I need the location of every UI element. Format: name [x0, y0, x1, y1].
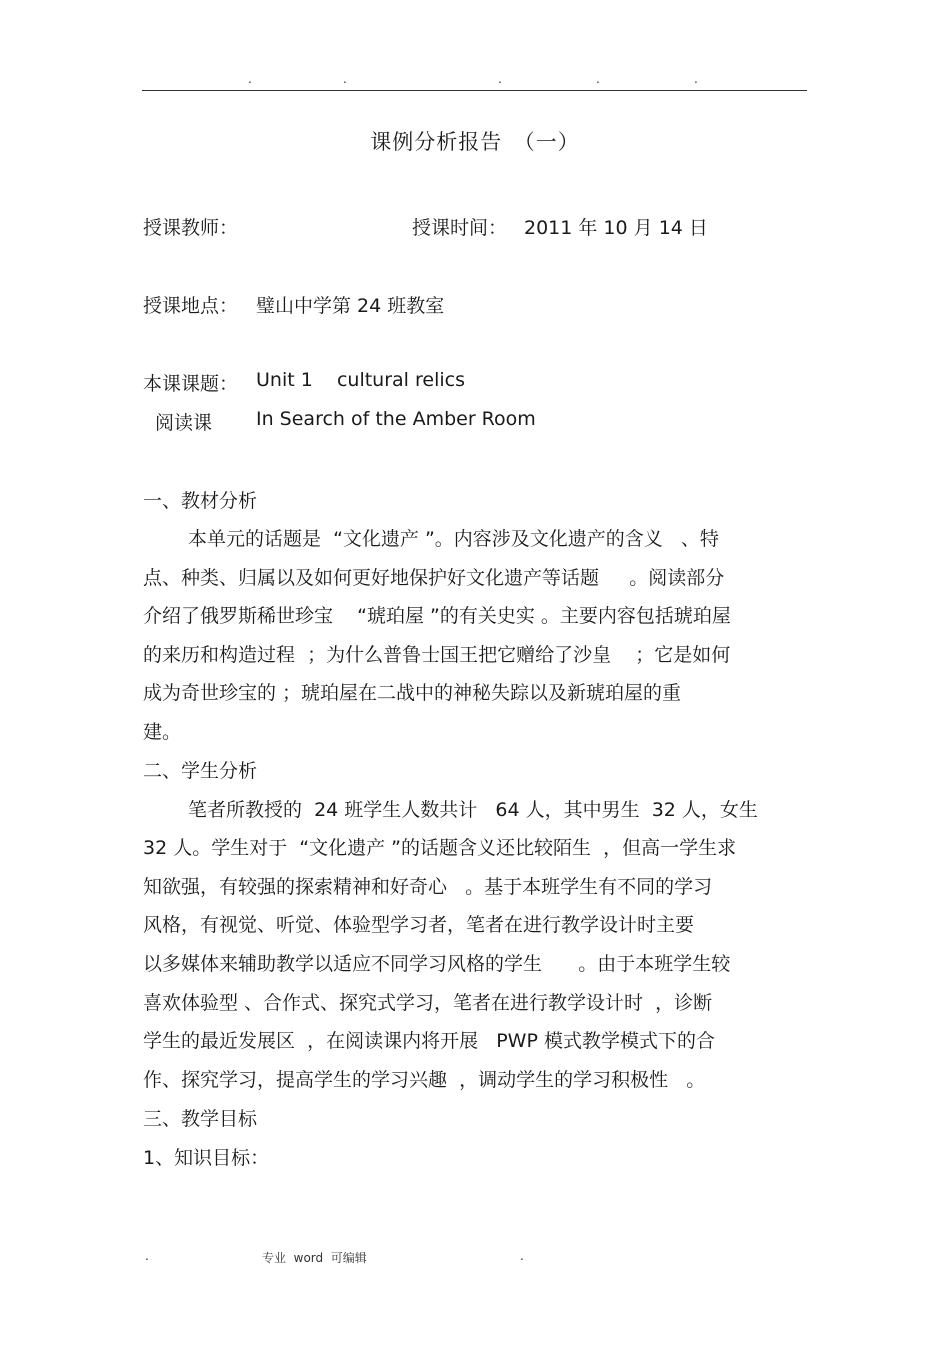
header-dot: .: [694, 72, 698, 86]
paragraph-line: 作、探究学习，提高学生的学习兴趣 ，调动学生的学习积极性 。: [143, 1069, 706, 1091]
time-label: 授课时间：: [412, 217, 508, 239]
topic-label: 本课课题：: [143, 373, 239, 395]
header-dot: .: [343, 72, 347, 86]
header-rule: [142, 90, 807, 91]
paragraph-line: 介绍了俄罗斯稀世珍宝 “琥珀屋 ”的有关史实 。主要内容包括琥珀屋: [143, 605, 731, 627]
section-heading: 一、教材分析: [143, 490, 258, 512]
header-dot: .: [498, 72, 502, 86]
paragraph-line: 笔者所教授的 24 班学生人数共计 64 人，其中男生 32 人，女生: [188, 799, 758, 821]
teacher-label: 授课教师：: [143, 217, 239, 239]
paragraph-line: 风格，有视觉、听觉、体验型学习者，笔者在进行教学设计时主要: [143, 914, 695, 936]
footer-dot: .: [145, 1249, 149, 1263]
paragraph-line: 本单元的话题是 “文化遗产 ”。内容涉及文化遗产的含义 、特: [188, 528, 719, 550]
paragraph-line: 以多媒体来辅助教学以适应不同学习风格的学生 。由于本班学生较: [143, 953, 731, 975]
paragraph-line: 成为奇世珍宝的 ；琥珀屋在二战中的神秘失踪以及新琥珀屋的重: [143, 682, 682, 704]
paragraph-line: 32 人。学生对于 “文化遗产 ”的话题含义还比较陌生 ，但高一学生求: [143, 837, 737, 859]
paragraph-line: 建。: [143, 721, 182, 743]
footer-dot: .: [520, 1249, 524, 1263]
time-value: 2011 年 10 月 14 日: [524, 217, 708, 239]
place-value: 璧山中学第 24 班教室: [256, 295, 445, 317]
subsection-heading: 1、知识目标：: [143, 1147, 270, 1169]
paragraph-line: 知欲强，有较强的探索精神和好奇心 。基于本班学生有不同的学习: [143, 876, 713, 898]
document-title: 课例分析报告 （一）: [370, 130, 580, 154]
header-dot: .: [596, 72, 600, 86]
topic-value: Unit 1 cultural relics: [256, 369, 465, 391]
paragraph-line: 点、种类、归属以及如何更好地保护好文化遗产等话题 。阅读部分: [143, 567, 725, 589]
paragraph-line: 喜欢体验型 、合作式、探究式学习，笔者在进行教学设计时 ，诊断: [143, 992, 713, 1014]
paragraph-line: 学生的最近发展区 ，在阅读课内将开展 PWP 模式教学模式下的合: [143, 1030, 715, 1052]
section-heading: 二、学生分析: [143, 760, 258, 782]
header-dot: .: [248, 72, 252, 86]
lesson-type: 阅读课: [155, 412, 213, 434]
footer-text: 专业 word 可编辑: [262, 1251, 367, 1265]
section-heading: 三、教学目标: [143, 1108, 258, 1130]
lesson-title: In Search of the Amber Room: [256, 408, 536, 430]
paragraph-line: 的来历和构造过程 ；为什么普鲁士国王把它赠给了沙皇 ；它是如何: [143, 644, 731, 666]
place-label: 授课地点：: [143, 295, 239, 317]
